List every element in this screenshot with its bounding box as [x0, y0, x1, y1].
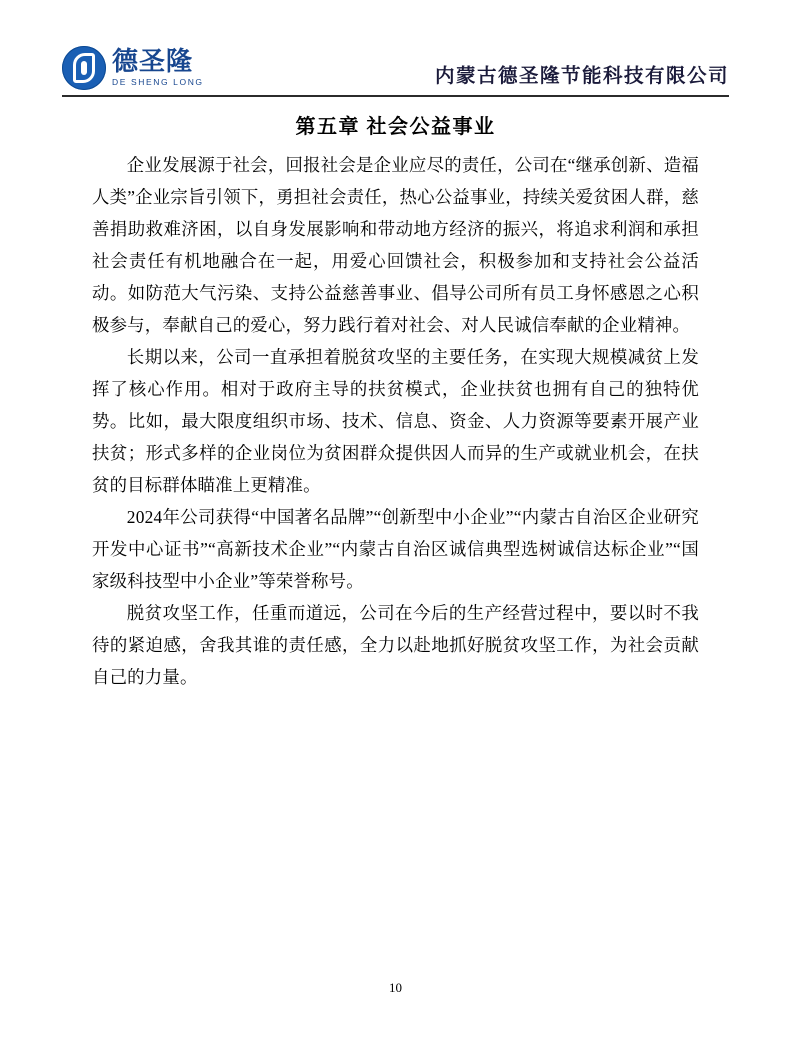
- paragraph-3: 2024年公司获得“中国著名品牌”“创新型中小企业”“内蒙古自治区企业研究开发中心证书”“高新技术企业”“内蒙古自治区诚信典型选树诚信达标企业”“国家级科技型中小企业”等荣誉称号。: [92, 507, 699, 592]
- logo-text: [112, 49, 204, 87]
- document-page: [0, 30, 791, 1054]
- page-number: 10: [389, 980, 402, 995]
- logo-english-name: DE SHENG LONG: [112, 77, 204, 88]
- logo-chinese-name: 德圣隆: [112, 47, 194, 77]
- page-header: [62, 30, 729, 92]
- company-logo: [62, 46, 204, 92]
- chapter-title: 第五章 社会公益事业: [295, 116, 496, 138]
- paragraph-4: 脱贫攻坚工作，任重而道远，公司在今后的生产经营过程中，要以时不我待的紧迫感，舍我其谁的责任感，全力以赴地抓好脱贫攻坚工作，为社会贡献自己的力量。: [92, 603, 699, 688]
- document-body: [92, 97, 699, 693]
- paragraph-2: 长期以来，公司一直承担着脱贫攻坚的主要任务，在实现大规模减贫上发挥了核心作用。相对于政府主导的扶贫模式，企业扶贫也拥有自己的独特优势。比如，最大限度组织市场、技术、信息、资金、人力资源等要素开展产业扶贫；形式多样的企业岗位为贫困群众提供因人而异的生产或就业机会，在扶贫的目标群体瞄准上更精准。: [92, 347, 699, 496]
- logo-emblem-icon: [62, 46, 106, 90]
- company-name-heading: 内蒙古德圣隆节能科技有限公司: [434, 66, 729, 87]
- paragraph-1: 企业发展源于社会，回报社会是企业应尽的责任，公司在“继承创新、造福人类”企业宗旨引领下，勇担社会责任，热心公益事业，持续关爱贫困人群，慈善捐助救难济困，以自身发展影响和带动地方经济的振兴，将追求利润和承担社会责任有机地融合在一起，用爱心回馈社会，积极参加和支持社会公益活动。如防范大气污染、支持公益慈善事业、倡导公司所有员工身怀感恩之心积极参与，奉献自己的爱心，努力践行着对社会、对人民诚信奉献的企业精神。: [92, 155, 699, 336]
